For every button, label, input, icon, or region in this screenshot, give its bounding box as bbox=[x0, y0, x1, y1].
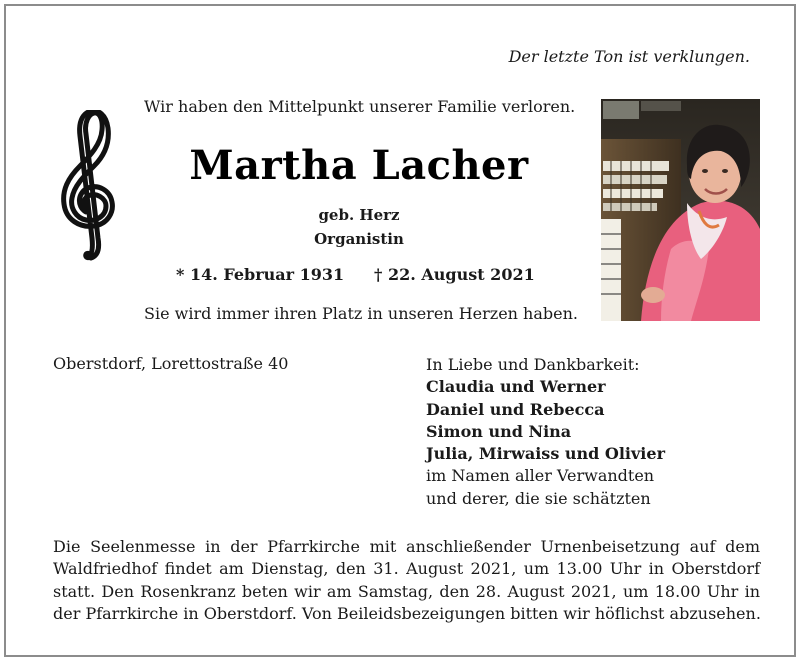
notice-line: Die Seelenmesse in der Pfarrkirche mit anschließender Urnenbeisetzung auf dem bbox=[53, 537, 760, 556]
portrait-photo bbox=[601, 99, 760, 321]
mourners-outro: und derer, die sie schätzten bbox=[426, 488, 651, 508]
notice-line: statt. Den Rosenkranz beten wir am Samstag, den 28. August 2021, um 18.00 Uhr in bbox=[53, 581, 760, 601]
address: Oberstdorf, Lorettostraße 40 bbox=[53, 354, 289, 373]
mourner-name: Julia, Mirwaiss und Olivier bbox=[426, 444, 665, 464]
birth-date: * 14. Februar 1931 bbox=[176, 265, 345, 284]
deceased-name: Martha Lacher bbox=[189, 142, 529, 189]
mourners-outro: im Namen aller Verwandten bbox=[426, 466, 655, 486]
mourner-name: Daniel und Rebecca bbox=[426, 399, 605, 419]
treble-clef-icon bbox=[56, 110, 122, 262]
notice-line: der Pfarrkirche in Oberstdorf. Von Beileidsbezeigungen bitten wir höflichst abzusehen. bbox=[53, 603, 761, 623]
mourner-name: Simon und Nina bbox=[426, 421, 572, 441]
obituary-frame bbox=[4, 4, 796, 657]
profession: Organistin bbox=[314, 230, 404, 248]
intro-line: Wir haben den Mittelpunkt unserer Familie verloren. bbox=[144, 97, 576, 116]
death-date: † 22. August 2021 bbox=[374, 265, 535, 284]
mourners-intro: In Liebe und Dankbarkeit: bbox=[426, 355, 640, 374]
memorial-line: Sie wird immer ihren Platz in unseren Herzen haben. bbox=[144, 304, 578, 323]
mourners-list bbox=[426, 354, 665, 510]
mourner-name: Claudia und Werner bbox=[426, 377, 606, 397]
notice-line: Waldfriedhof findet am Dienstag, den 31. August 2021, um 13.00 Uhr in Oberstdorf bbox=[53, 559, 760, 579]
maiden-name: geb. Herz bbox=[318, 206, 400, 224]
motto: Der letzte Ton ist verklungen. bbox=[508, 47, 750, 66]
funeral-notice bbox=[53, 536, 760, 625]
